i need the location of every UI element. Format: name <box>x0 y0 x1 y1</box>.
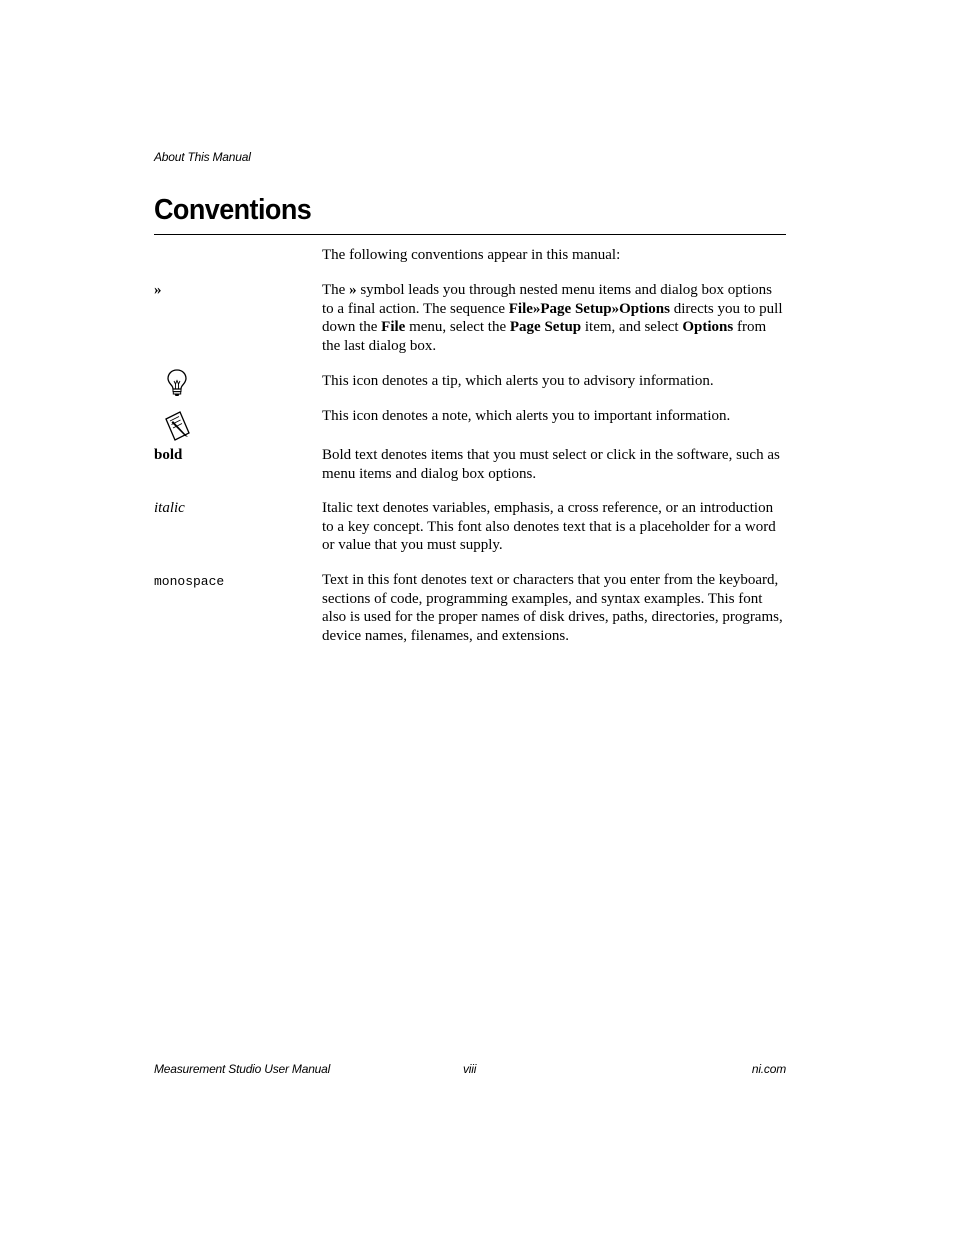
intro-text: The following conventions appear in this manual: <box>322 247 621 263</box>
title-rule <box>154 234 786 235</box>
convention-term-arrow: » <box>154 282 162 298</box>
convention-desc-italic: Italic text denotes variables, emphasis, a cross reference, or an introduction to a key concept. This font also denotes text that is a placeholder for a word or value that you must supply. <box>322 500 776 554</box>
page-title: Conventions <box>154 194 312 226</box>
running-header: About This Manual <box>154 150 251 164</box>
convention-desc-monospace: Text in this font denotes text or characters that you enter from the keyboard, sections of code, programming examples, and syntax examples. This font also is used for the proper names of disk drives, paths, directories, programs, device names, filenames, and extensions. <box>322 572 783 645</box>
footer-page-number: viii <box>463 1062 477 1076</box>
convention-desc-bold: Bold text denotes items that you must select or click in the software, such as menu items and dialog box options. <box>322 447 780 482</box>
footer-website: ni.com <box>751 1062 786 1076</box>
note-pencil-icon <box>164 409 192 446</box>
convention-desc-arrow: The » symbol leads you through nested menu items and dialog box options to a final action. The sequence File»Page Setup»Options directs you to pull down the File menu, select the Page Setup item, and select Options from the last dialog box. <box>322 282 783 355</box>
convention-desc-note: This icon denotes a note, which alerts you to important information. <box>322 408 731 424</box>
convention-desc-tip: This icon denotes a tip, which alerts you to advisory information. <box>322 373 714 389</box>
convention-term-monospace: monospace <box>154 574 225 589</box>
convention-term-bold: bold <box>154 447 183 463</box>
footer-manual-title: Measurement Studio User Manual <box>154 1062 331 1076</box>
lightbulb-icon <box>164 368 190 403</box>
convention-term-italic: italic <box>154 500 185 516</box>
